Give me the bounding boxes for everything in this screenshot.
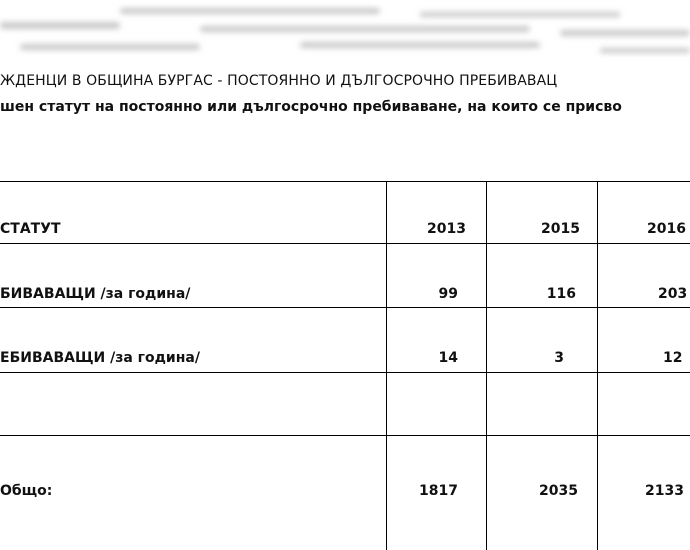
row-permanent-2013: 99 — [438, 286, 458, 302]
table-row-divider — [0, 307, 690, 308]
row-longterm-2013: 14 — [438, 350, 458, 366]
row-longterm-2016: 12 — [663, 350, 683, 366]
row-permanent-2015: 116 — [546, 286, 576, 302]
table-row-divider — [0, 372, 690, 373]
table-row-divider — [0, 243, 690, 244]
row-permanent-2016: 203 — [658, 286, 688, 302]
document-subtitle: шен статут на постоянно или дългосрочно пребиваване, на които се присво — [0, 99, 622, 115]
row-longterm-label: ЕБИВАВАЩИ /за година/ — [0, 350, 200, 366]
table-border-top — [0, 181, 690, 182]
row-total-label: Общо: — [0, 483, 53, 499]
blurred-header-residue — [0, 0, 690, 62]
document-title: ЖДЕНЦИ В ОБЩИНА БУРГАС - ПОСТОЯННО И ДЪЛГОСРОЧНО ПРЕБИВАВАЦ — [0, 73, 558, 89]
row-total-2015: 2035 — [539, 483, 578, 499]
header-status-label: СТАТУТ — [0, 221, 61, 237]
header-year-2013: 2013 — [427, 221, 466, 237]
row-total-2016: 2133 — [645, 483, 684, 499]
row-longterm-2015: 3 — [554, 350, 564, 366]
row-permanent-label: БИВАВАЩИ /за година/ — [0, 286, 191, 302]
header-year-2015: 2015 — [541, 221, 580, 237]
table-column-divider — [597, 181, 598, 550]
row-total-2013: 1817 — [419, 483, 458, 499]
header-year-2016: 2016 — [647, 221, 686, 237]
table-row-divider — [0, 435, 690, 436]
